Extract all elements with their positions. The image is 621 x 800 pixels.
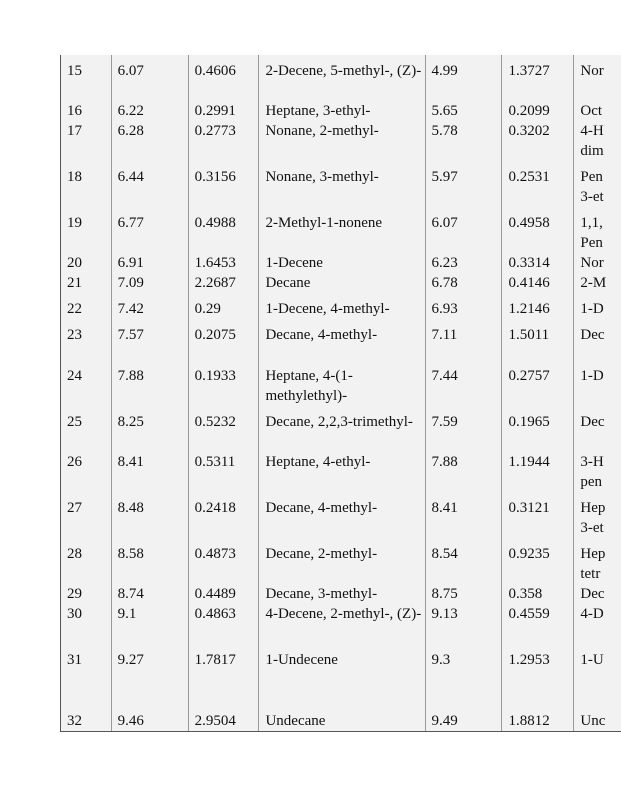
retention-time-a-cell: 8.41	[111, 446, 188, 492]
retention-time-a-cell: 6.77	[111, 207, 188, 253]
compound-name-a-cell: Decane, 3-methyl-	[259, 584, 425, 604]
compound-name-a-cell: Heptane, 3-ethyl-	[259, 101, 425, 121]
compound-name-a-cell: Decane, 2-methyl-	[259, 538, 425, 584]
table-row	[61, 360, 621, 406]
retention-time-b-cell: 6.07	[425, 207, 502, 253]
area-b-cell: 0.9235	[502, 538, 574, 584]
area-a-cell: 2.9504	[188, 705, 259, 731]
table-row	[61, 604, 621, 644]
retention-time-b-cell: 5.65	[425, 101, 502, 121]
retention-time-a-cell: 7.88	[111, 360, 188, 406]
retention-time-a-cell: 6.91	[111, 253, 188, 273]
area-a-cell: 0.1933	[188, 360, 259, 406]
area-a-cell: 0.5232	[188, 406, 259, 446]
table-row	[61, 705, 621, 731]
area-a-cell: 0.4489	[188, 584, 259, 604]
row-number-cell: 18	[61, 161, 111, 207]
area-a-cell: 0.29	[188, 293, 259, 319]
compound-name-b-cell: 4-H dim	[580, 123, 604, 159]
row-number-cell: 22	[61, 293, 111, 319]
retention-time-b-cell: 8.54	[425, 538, 502, 584]
retention-time-b-cell: 7.88	[425, 446, 502, 492]
row-number-cell: 17	[61, 121, 111, 161]
area-b-cell: 1.3727	[502, 55, 574, 101]
row-number-cell: 27	[61, 492, 111, 538]
area-b-cell: 1.5011	[502, 319, 574, 360]
retention-time-a-cell: 6.07	[111, 55, 188, 101]
row-number-cell: 21	[61, 273, 111, 293]
retention-time-b-cell: 8.75	[425, 584, 502, 604]
area-a-cell: 0.2773	[188, 121, 259, 161]
area-b-cell: 0.3202	[502, 121, 574, 161]
row-number-cell: 31	[61, 644, 111, 705]
retention-time-b-cell: 9.13	[425, 604, 502, 644]
row-number-cell: 28	[61, 538, 111, 584]
compound-name-b-cell: Pen 3-et	[580, 169, 604, 205]
compound-name-b-cell: 1-U	[580, 652, 604, 668]
table-row	[61, 446, 621, 492]
compound-name-a-cell: Heptane, 4-(1-methylethyl)-	[259, 360, 425, 406]
compound-name-b-cell: Nor	[580, 255, 604, 271]
area-a-cell: 0.3156	[188, 161, 259, 207]
compound-table-container	[60, 55, 621, 732]
retention-time-a-cell: 6.22	[111, 101, 188, 121]
compound-name-b-cell: Hep tetr	[580, 546, 606, 582]
row-number-cell: 24	[61, 360, 111, 406]
retention-time-a-cell: 9.27	[111, 644, 188, 705]
compound-name-b-cell: 2-M	[580, 275, 607, 291]
retention-time-a-cell: 6.28	[111, 121, 188, 161]
compound-name-b-cell: 1-D	[580, 301, 604, 317]
compound-name-a-cell: Decane, 4-methyl-	[259, 319, 425, 360]
table-row	[61, 644, 621, 705]
table-row	[61, 55, 621, 101]
area-a-cell: 0.4606	[188, 55, 259, 101]
retention-time-b-cell: 7.11	[425, 319, 502, 360]
retention-time-b-cell: 4.99	[425, 55, 502, 101]
row-number-cell: 32	[61, 705, 111, 731]
row-number-cell: 29	[61, 584, 111, 604]
compound-name-a-cell: 2-Methyl-1-nonene	[259, 207, 425, 253]
compound-name-b-cell: 1,1, Pen	[580, 215, 603, 251]
area-a-cell: 0.4988	[188, 207, 259, 253]
compound-name-a-cell: Decane	[259, 273, 425, 293]
retention-time-b-cell: 6.78	[425, 273, 502, 293]
area-a-cell: 0.5311	[188, 446, 259, 492]
table-row	[61, 207, 621, 253]
table-row	[61, 319, 621, 360]
retention-time-b-cell: 9.49	[425, 705, 502, 731]
compound-name-a-cell: 1-Undecene	[259, 644, 425, 705]
area-a-cell: 1.7817	[188, 644, 259, 705]
retention-time-b-cell: 5.78	[425, 121, 502, 161]
table-row	[61, 293, 621, 319]
row-number-cell: 20	[61, 253, 111, 273]
compound-name-b-cell: Nor	[580, 63, 604, 79]
table-row	[61, 492, 621, 538]
area-a-cell: 0.4863	[188, 604, 259, 644]
retention-time-b-cell: 6.23	[425, 253, 502, 273]
retention-time-a-cell: 9.1	[111, 604, 188, 644]
area-b-cell: 0.4146	[502, 273, 574, 293]
retention-time-a-cell: 9.46	[111, 705, 188, 731]
area-b-cell: 0.3314	[502, 253, 574, 273]
area-a-cell: 2.2687	[188, 273, 259, 293]
retention-time-a-cell: 6.44	[111, 161, 188, 207]
area-b-cell: 0.1965	[502, 406, 574, 446]
retention-time-b-cell: 5.97	[425, 161, 502, 207]
area-b-cell: 0.2531	[502, 161, 574, 207]
compound-name-a-cell: Decane, 4-methyl-	[259, 492, 425, 538]
retention-time-b-cell: 9.3	[425, 644, 502, 705]
compound-name-a-cell: Nonane, 2-methyl-	[259, 121, 425, 161]
table-row	[61, 161, 621, 207]
compound-name-b-cell: Dec	[580, 414, 605, 430]
compound-name-b-cell: 4-D	[580, 606, 604, 622]
retention-time-b-cell: 7.44	[425, 360, 502, 406]
retention-time-a-cell: 8.25	[111, 406, 188, 446]
row-number-cell: 19	[61, 207, 111, 253]
area-a-cell: 0.2418	[188, 492, 259, 538]
area-b-cell: 0.3121	[502, 492, 574, 538]
row-number-cell: 23	[61, 319, 111, 360]
area-b-cell: 0.2099	[502, 101, 574, 121]
area-b-cell: 0.358	[502, 584, 574, 604]
row-number-cell: 25	[61, 406, 111, 446]
compound-name-b-cell: Unc	[580, 713, 606, 729]
retention-time-a-cell: 8.74	[111, 584, 188, 604]
compound-name-b-cell: 1-D	[580, 368, 604, 384]
table-row	[61, 101, 621, 121]
compound-name-a-cell: Undecane	[259, 705, 425, 731]
row-number-cell: 26	[61, 446, 111, 492]
area-a-cell: 0.4873	[188, 538, 259, 584]
retention-time-a-cell: 7.57	[111, 319, 188, 360]
area-b-cell: 1.2953	[502, 644, 574, 705]
area-b-cell: 0.4559	[502, 604, 574, 644]
table-row	[61, 538, 621, 584]
compound-name-b-cell: Dec	[580, 327, 605, 343]
area-a-cell: 0.2075	[188, 319, 259, 360]
compound-name-a-cell: Heptane, 4-ethyl-	[259, 446, 425, 492]
row-number-cell: 16	[61, 101, 111, 121]
area-b-cell: 1.1944	[502, 446, 574, 492]
retention-time-b-cell: 7.59	[425, 406, 502, 446]
compound-name-a-cell: 2-Decene, 5-methyl-, (Z)-	[259, 55, 425, 101]
area-b-cell: 0.2757	[502, 360, 574, 406]
area-b-cell: 1.2146	[502, 293, 574, 319]
compound-name-b-cell: Oct	[580, 103, 603, 119]
compound-name-b-cell: 3-H pen	[580, 454, 604, 490]
compound-name-a-cell: Decane, 2,2,3-trimethyl-	[259, 406, 425, 446]
retention-time-a-cell: 8.58	[111, 538, 188, 584]
retention-time-b-cell: 6.93	[425, 293, 502, 319]
row-number-cell: 30	[61, 604, 111, 644]
area-b-cell: 0.4958	[502, 207, 574, 253]
area-a-cell: 1.6453	[188, 253, 259, 273]
compound-name-a-cell: 1-Decene, 4-methyl-	[259, 293, 425, 319]
compound-name-a-cell: Nonane, 3-methyl-	[259, 161, 425, 207]
compound-table	[61, 55, 621, 731]
compound-name-b-cell: Hep 3-et	[580, 500, 606, 536]
compound-name-b-cell: Dec	[580, 586, 605, 602]
retention-time-a-cell: 7.09	[111, 273, 188, 293]
table-row	[61, 253, 621, 273]
table-row	[61, 584, 621, 604]
compound-name-a-cell: 4-Decene, 2-methyl-, (Z)-	[259, 604, 425, 644]
retention-time-b-cell: 8.41	[425, 492, 502, 538]
area-b-cell: 1.8812	[502, 705, 574, 731]
row-number-cell: 15	[61, 55, 111, 101]
table-row	[61, 406, 621, 446]
compound-name-a-cell: 1-Decene	[259, 253, 425, 273]
retention-time-a-cell: 7.42	[111, 293, 188, 319]
table-row	[61, 121, 621, 161]
table-row	[61, 273, 621, 293]
retention-time-a-cell: 8.48	[111, 492, 188, 538]
area-a-cell: 0.2991	[188, 101, 259, 121]
